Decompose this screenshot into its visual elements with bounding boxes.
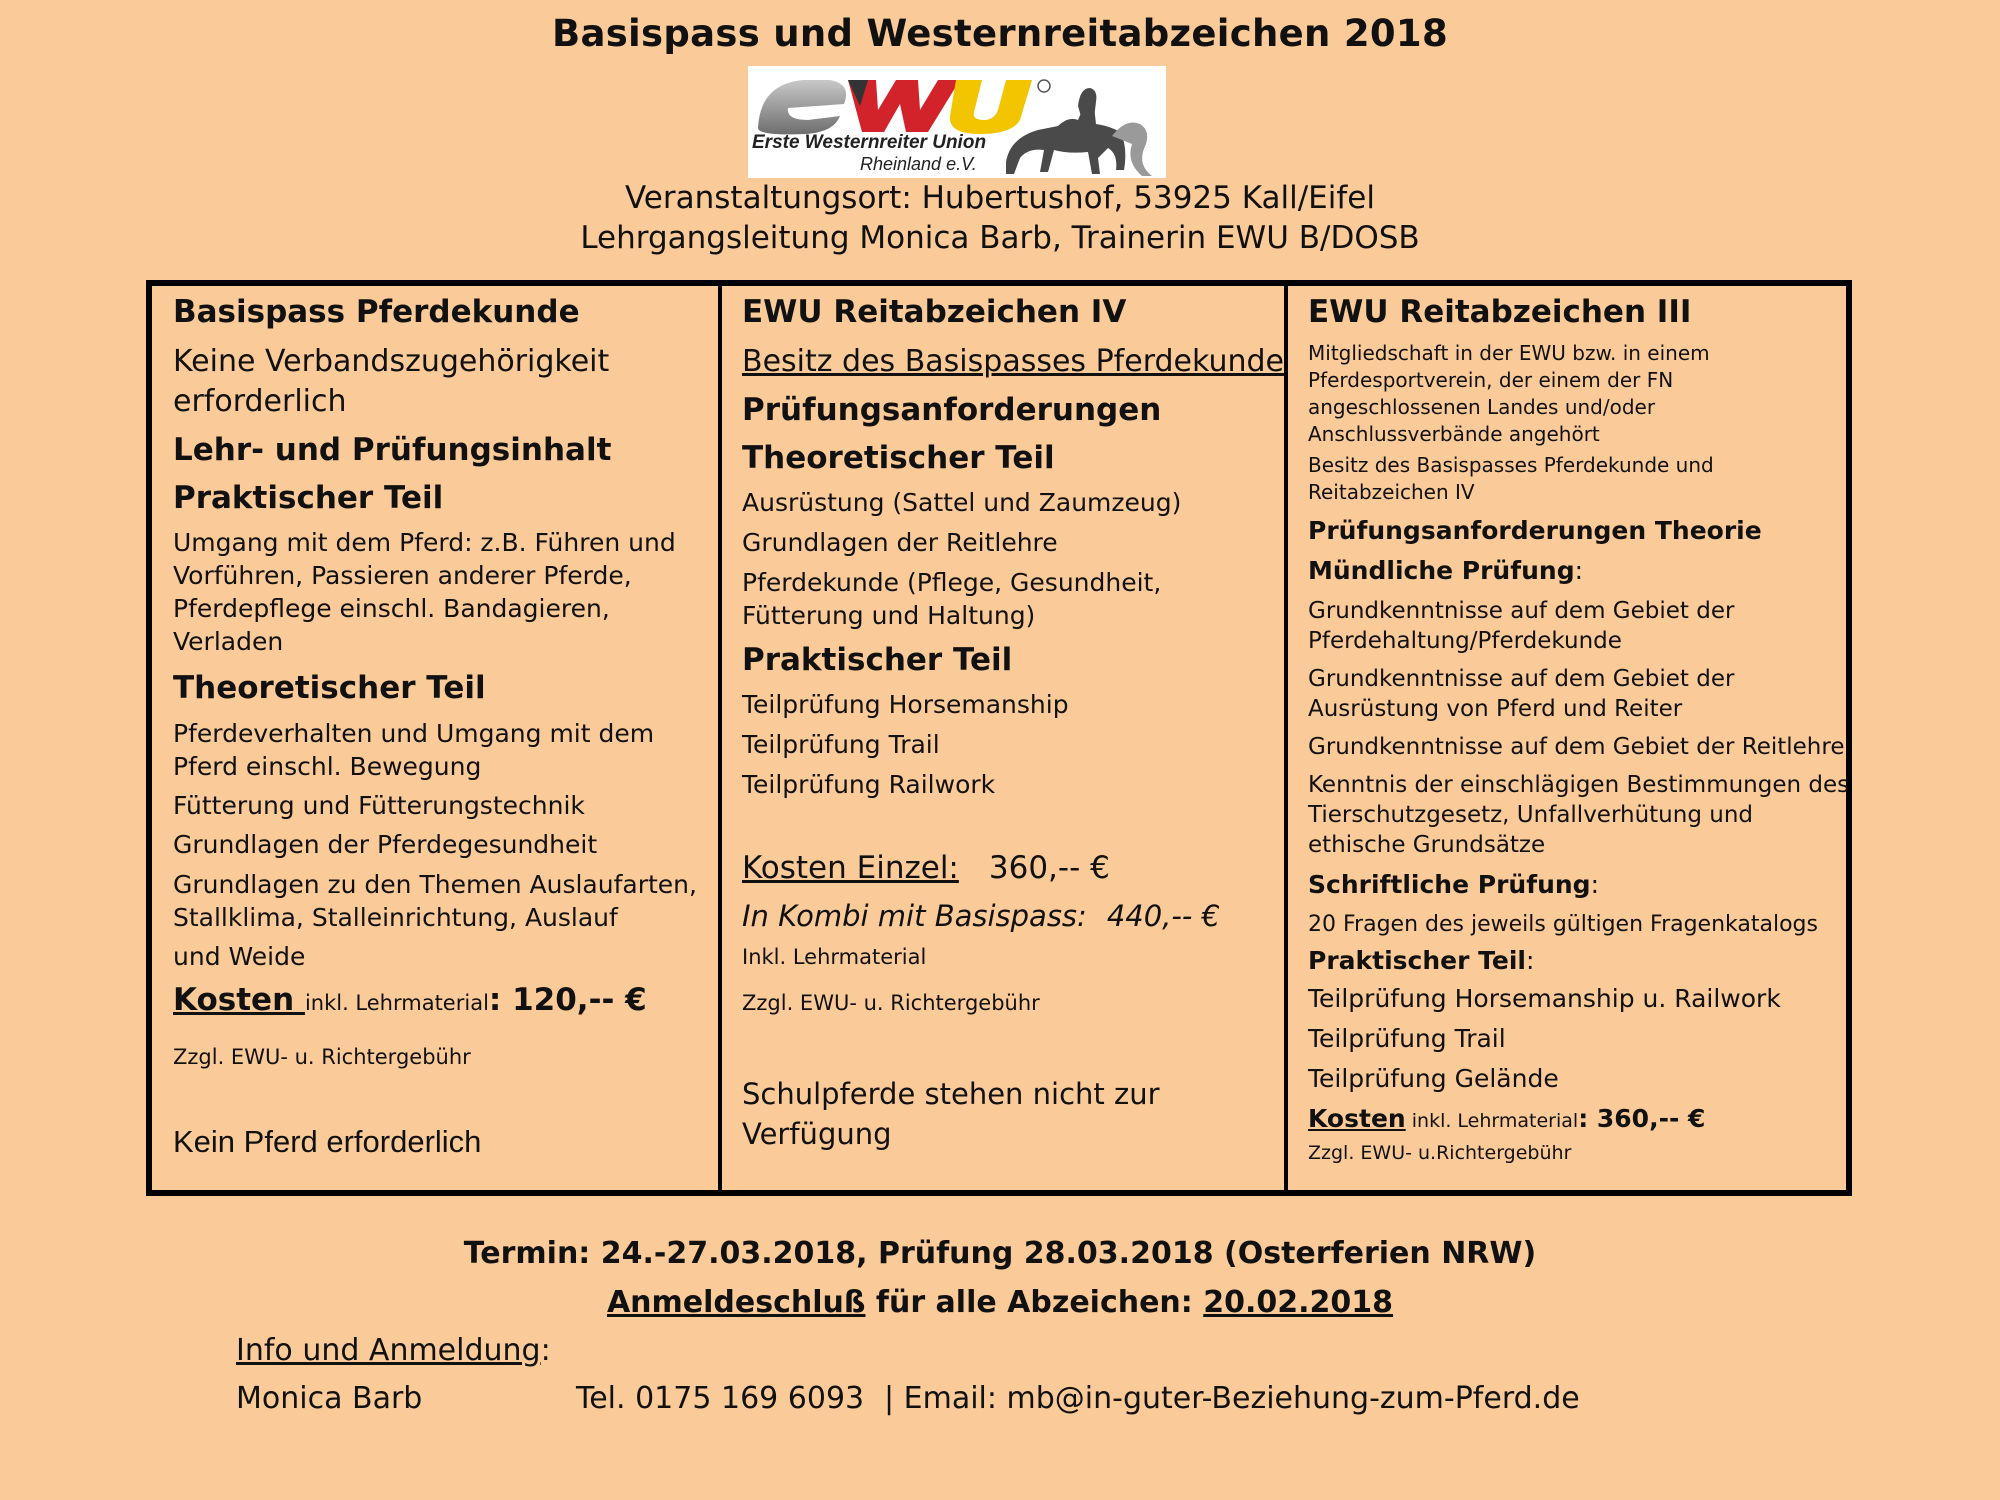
col1-theory-item: Grundlagen zu den Themen Auslaufarten, — [173, 870, 697, 899]
col2-theory-item: Grundlagen der Reitlehre — [742, 528, 1058, 557]
col1-theory-item: und Weide — [173, 942, 306, 971]
course-lead: Lehrgangsleitung Monica Barb, Trainerin EWU B/DOSB — [580, 220, 1420, 256]
col3-oral-item: Grundkenntnisse auf dem Gebiet der — [1308, 598, 1735, 624]
col3-title: EWU Reitabzeichen III — [1308, 294, 1692, 330]
info-colon: : — [540, 1333, 551, 1368]
col3-practical-colon: : — [1525, 946, 1535, 975]
col2-prerequisite: Besitz des Basispasses Pferdekunde — [742, 344, 1284, 379]
col2-horses-line: Verfügung — [742, 1117, 892, 1151]
col1-practical-line: Umgang mit dem Pferd: z.B. Führen und — [173, 528, 676, 557]
col1-cost — [173, 982, 647, 1018]
contact-name: Monica Barb — [236, 1381, 423, 1416]
column-basispass — [173, 286, 713, 1190]
contact-email[interactable]: | Email: mb@in-guter-Beziehung-zum-Pferd.de — [884, 1381, 1580, 1416]
col3-written-colon: : — [1590, 870, 1600, 899]
column-reitabzeichen-iii — [1308, 286, 1848, 1190]
col3-cost-incl: inkl. Lehrmaterial — [1405, 1110, 1579, 1132]
col2-horses-line: Schulpferde stehen nicht zur — [742, 1077, 1160, 1111]
col1-theory-item: Pferdeverhalten und Umgang mit dem — [173, 719, 655, 748]
col3-oral — [1308, 556, 1583, 585]
col2-practical-heading: Praktischer Teil — [742, 642, 1013, 678]
course-table — [146, 280, 1852, 1196]
col3-cost — [1308, 1104, 1705, 1133]
col3-oral-item: Tierschutzgesetz, Unfallverhütung und — [1308, 802, 1753, 828]
col3-membership-line: Anschlussverbände angehört — [1308, 422, 1600, 446]
col2-cost-value: 360,-- € — [988, 850, 1110, 886]
col2-cost-label: Kosten Einzel: — [742, 850, 959, 886]
contact-phone: Tel. 0175 169 6093 — [576, 1381, 865, 1416]
col1-practical-line: Verladen — [173, 627, 284, 656]
col3-practical — [1308, 946, 1534, 975]
deadline-label: Anmeldeschluß — [606, 1285, 866, 1320]
col1-practical-heading: Praktischer Teil — [173, 480, 444, 516]
col2-practical-item: Teilprüfung Railwork — [742, 770, 996, 799]
col1-theory-item: Grundlagen der Pferdegesundheit — [173, 830, 598, 859]
col1-theory-heading: Theoretischer Teil — [173, 670, 486, 706]
deadline-date: 20.02.2018 — [1203, 1285, 1394, 1320]
col3-practical-heading: Praktischer Teil — [1308, 946, 1526, 975]
col1-title: Basispass Pferdekunde — [173, 294, 580, 330]
column-reitabzeichen-iv — [742, 286, 1282, 1190]
col1-req-line1: Keine Verbandszugehörigkeit — [173, 344, 610, 379]
col2-combo-label: In Kombi mit Basispass: — [742, 899, 1087, 933]
col3-cost-label: Kosten — [1308, 1104, 1406, 1133]
col3-practical-item: Teilprüfung Trail — [1308, 1024, 1506, 1053]
col3-practical-item: Teilprüfung Gelände — [1308, 1064, 1559, 1093]
col2-title: EWU Reitabzeichen IV — [742, 294, 1127, 330]
col1-theory-item: Stallklima, Stalleinrichtung, Auslauf — [173, 903, 618, 932]
col2-theory-item: Ausrüstung (Sattel und Zaumzeug) — [742, 488, 1182, 517]
col3-membership-line: angeschlossenen Landes und/oder — [1308, 395, 1656, 419]
col2-cost — [742, 848, 1110, 888]
col1-practical-line: Vorführen, Passieren anderer Pferde, — [173, 561, 632, 590]
event-location: Veranstaltungsort: Hubertushof, 53925 Kall/Eifel — [625, 180, 1375, 216]
col2-practical-item: Teilprüfung Trail — [742, 730, 940, 759]
col3-oral-item: Pferdehaltung/Pferdekunde — [1308, 628, 1622, 654]
logo-org-line1: Erste Westernreiter Union — [752, 132, 987, 153]
col3-membership-line: Mitgliedschaft in der EWU bzw. in einem — [1308, 341, 1710, 365]
col3-fee-note: Zzgl. EWU- u.Richtergebühr — [1308, 1142, 1572, 1164]
col3-oral-item: Kenntnis der einschlägigen Bestimmungen des — [1308, 772, 1850, 798]
deadline-mid: für alle Abzeichen: — [865, 1285, 1204, 1320]
col1-theory-item: Pferd einschl. Bewegung — [173, 752, 482, 781]
col3-prereq-line: Reitabzeichen IV — [1308, 480, 1475, 504]
logo-org-line2: Rheinland e.V. — [860, 154, 977, 174]
col1-fee-note: Zzgl. EWU- u. Richtergebühr — [173, 1045, 471, 1069]
col3-practical-item: Teilprüfung Horsemanship u. Railwork — [1308, 984, 1781, 1013]
col3-cost-value: : 360,-- € — [1578, 1104, 1706, 1133]
col3-written-heading: Schriftliche Prüfung — [1308, 870, 1591, 899]
info-heading — [236, 1333, 551, 1368]
col3-written-item: 20 Fragen des jeweils gültigen Fragenkatalogs — [1308, 912, 1818, 937]
col3-oral-item: Ausrüstung von Pferd und Reiter — [1308, 696, 1683, 722]
col1-cost-value: : 120,-- € — [488, 982, 647, 1018]
page-title: Basispass und Westernreitabzeichen 2018 — [551, 12, 1449, 55]
col3-written — [1308, 870, 1599, 899]
col3-oral-item: Grundkenntnisse auf dem Gebiet der — [1308, 666, 1735, 692]
ewu-logo — [748, 66, 1166, 178]
column-divider — [1284, 286, 1288, 1190]
col1-horse-note: Kein Pferd erforderlich — [173, 1124, 482, 1159]
col3-prereq-line: Besitz des Basispasses Pferdekunde und — [1308, 453, 1714, 477]
col2-incl-note: Inkl. Lehrmaterial — [742, 945, 927, 969]
col2-combo-value: 440,-- € — [1106, 899, 1220, 933]
col3-membership-line: Pferdesportverein, der einem der FN — [1308, 368, 1674, 392]
info-label: Info und Anmeldung — [236, 1333, 541, 1368]
col3-oral-heading: Mündliche Prüfung — [1308, 556, 1575, 585]
col1-cost-label: Kosten — [173, 982, 305, 1018]
col2-fee-note: Zzgl. EWU- u. Richtergebühr — [742, 991, 1040, 1015]
col2-requirements-heading: Prüfungsanforderungen — [742, 392, 1162, 428]
col3-oral-item: ethische Grundsätze — [1308, 832, 1546, 858]
col3-theory-heading: Prüfungsanforderungen Theorie — [1308, 516, 1762, 545]
col1-theory-item: Fütterung und Fütterungstechnik — [173, 791, 585, 820]
col3-oral-item: Grundkenntnisse auf dem Gebiet der Reitlehre — [1308, 734, 1845, 760]
registration-deadline — [0, 1285, 2000, 1320]
col1-practical-line: Pferdepflege einschl. Bandagieren, — [173, 594, 610, 623]
col2-theory-heading: Theoretischer Teil — [742, 440, 1055, 476]
col2-combo — [742, 896, 1220, 936]
col2-practical-item: Teilprüfung Horsemanship — [742, 690, 1069, 719]
col1-cost-incl: inkl. Lehrmaterial — [304, 991, 489, 1015]
col3-oral-colon: : — [1574, 556, 1584, 585]
col2-theory-item: Pferdekunde (Pflege, Gesundheit, — [742, 568, 1162, 597]
col1-req-line2: erforderlich — [173, 384, 347, 419]
col2-theory-item: Fütterung und Haltung) — [742, 601, 1036, 630]
col1-content-heading: Lehr- und Prüfungsinhalt — [173, 432, 612, 468]
column-divider — [718, 286, 722, 1190]
event-dates: Termin: 24.-27.03.2018, Prüfung 28.03.2018 (Osterferien NRW) — [463, 1236, 1537, 1271]
